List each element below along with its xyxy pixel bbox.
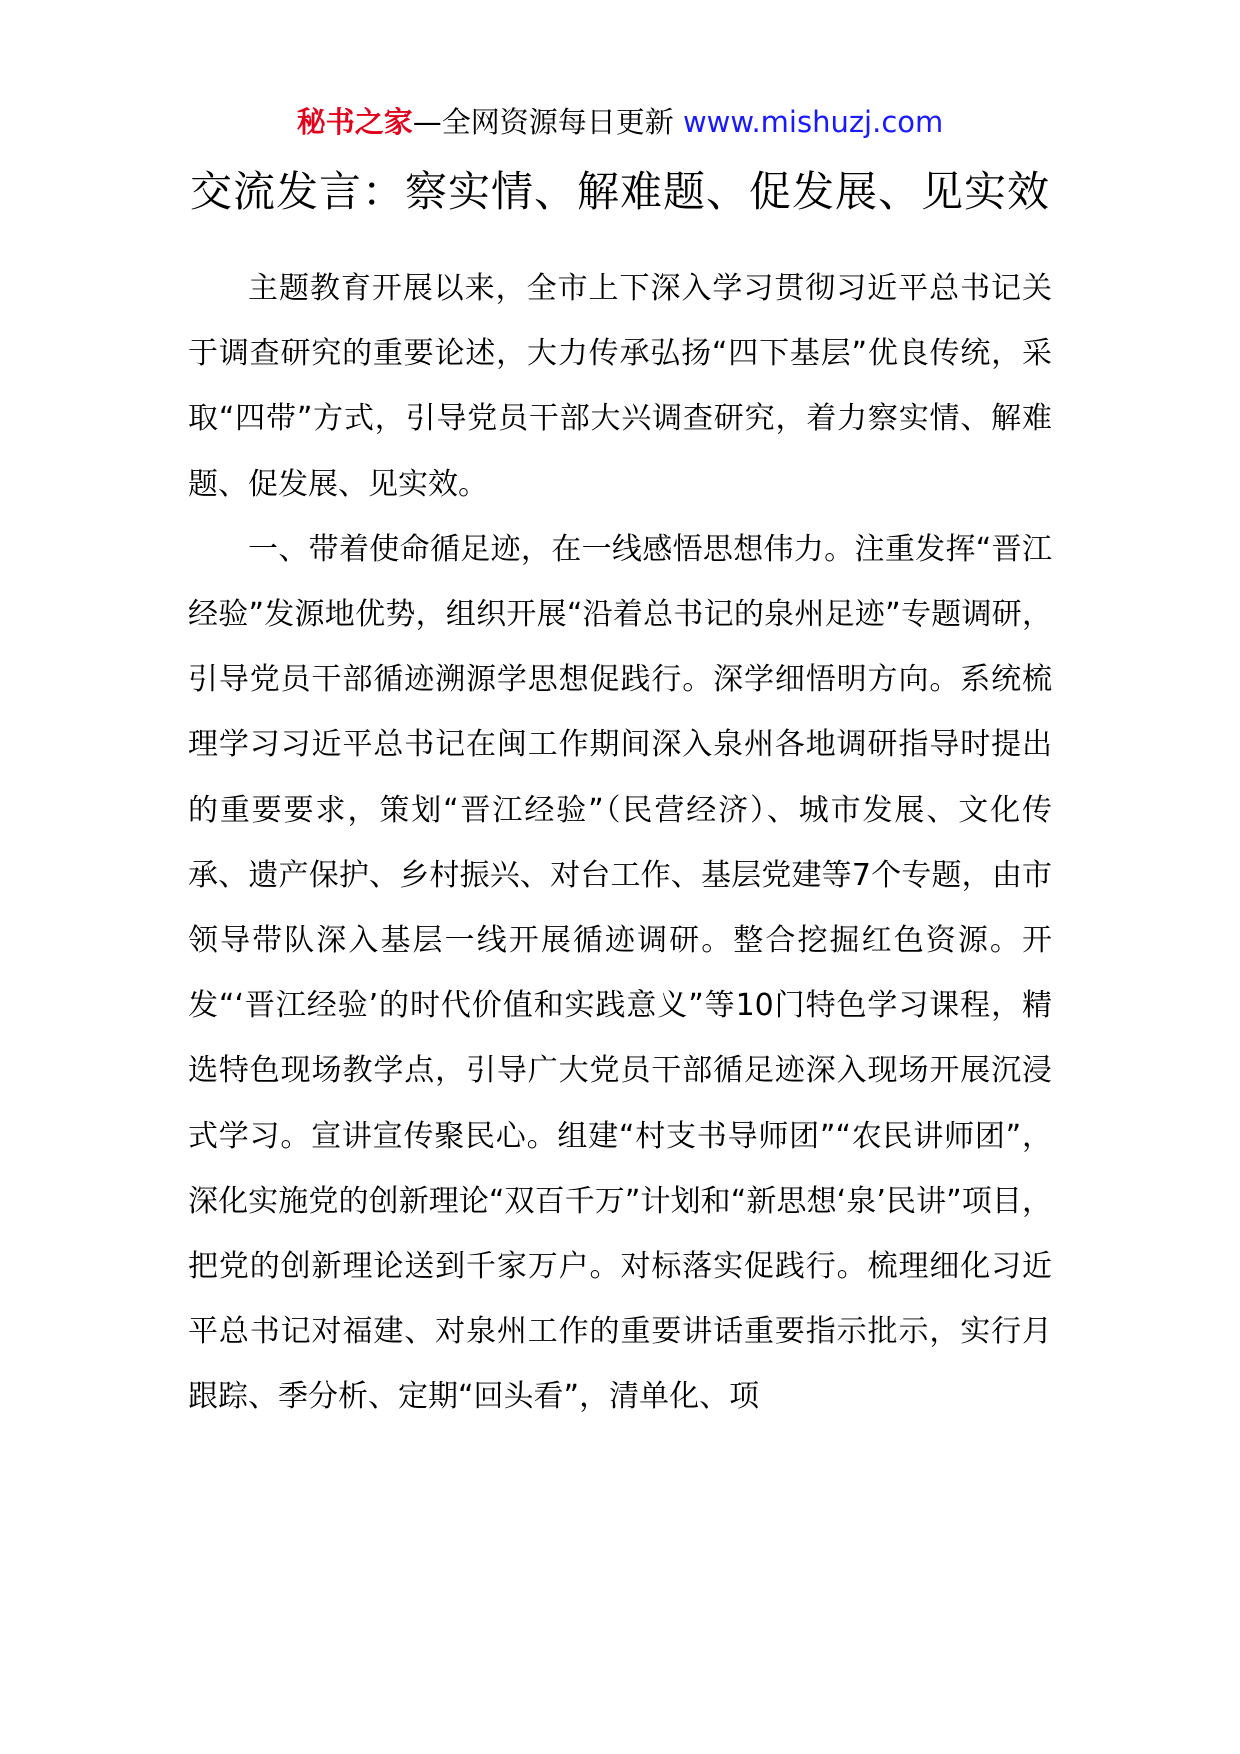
paragraph-intro: 主题教育开展以来，全市上下深入学习贯彻习近平总书记关于调查研究的重要论述，大力传承弘扬“四下基层”优良传统，采取“四带”方式，引导党员干部大兴调查研究，着力察实情、解难题、促发展、见实效。 [188,271,1052,502]
banner-tagline: —全网资源每日更新 [412,105,683,139]
site-banner [0,102,1240,142]
document-body [188,256,1052,1430]
document-title: 交流发言：察实情、解难题、促发展、见实效 [189,167,1050,216]
brand-name: 秘书之家 [296,105,413,139]
site-url-link[interactable]: www.mishuzj.com [682,105,944,139]
paragraph-section-one: 一、带着使命循足迹，在一线感悟思想伟力。注重发挥“晋江经验”发源地优势，组织开展“沿着总书记的泉州足迹”专题调研，引导党员干部循迹溯源学思想促践行。深学细悟明方向。系统梳理学习习近平总书记在闽工作期间深入泉州各地调研指导时提出的重要要求，策划“晋江经验”（民营经济）、城市发展、文化传承、遗产保护、乡村振兴、对台工作、基层党建等7个专题，由市领导带队深入基层一线开展循迹调研。整合挖掘红色资源。开发“‘晋江经验’的时代价值和实践意义”等10门特色学习课程，精选特色现场教学点，引导广大党员干部循足迹深入现场开展沉浸式学习。宣讲宣传聚民心。组建“村支书导师团”“农民讲师团”，深化实施党的创新理论“双百千万”计划和“新思想‘泉’民讲”项目，把党的创新理论送到千家万户。对标落实促践行。梳理细化习近平总书记对福建、对泉州工作的重要讲话重要指示批示，实行月跟踪、季分析、定期“回头看”，清单化、项 [188,531,1052,1415]
